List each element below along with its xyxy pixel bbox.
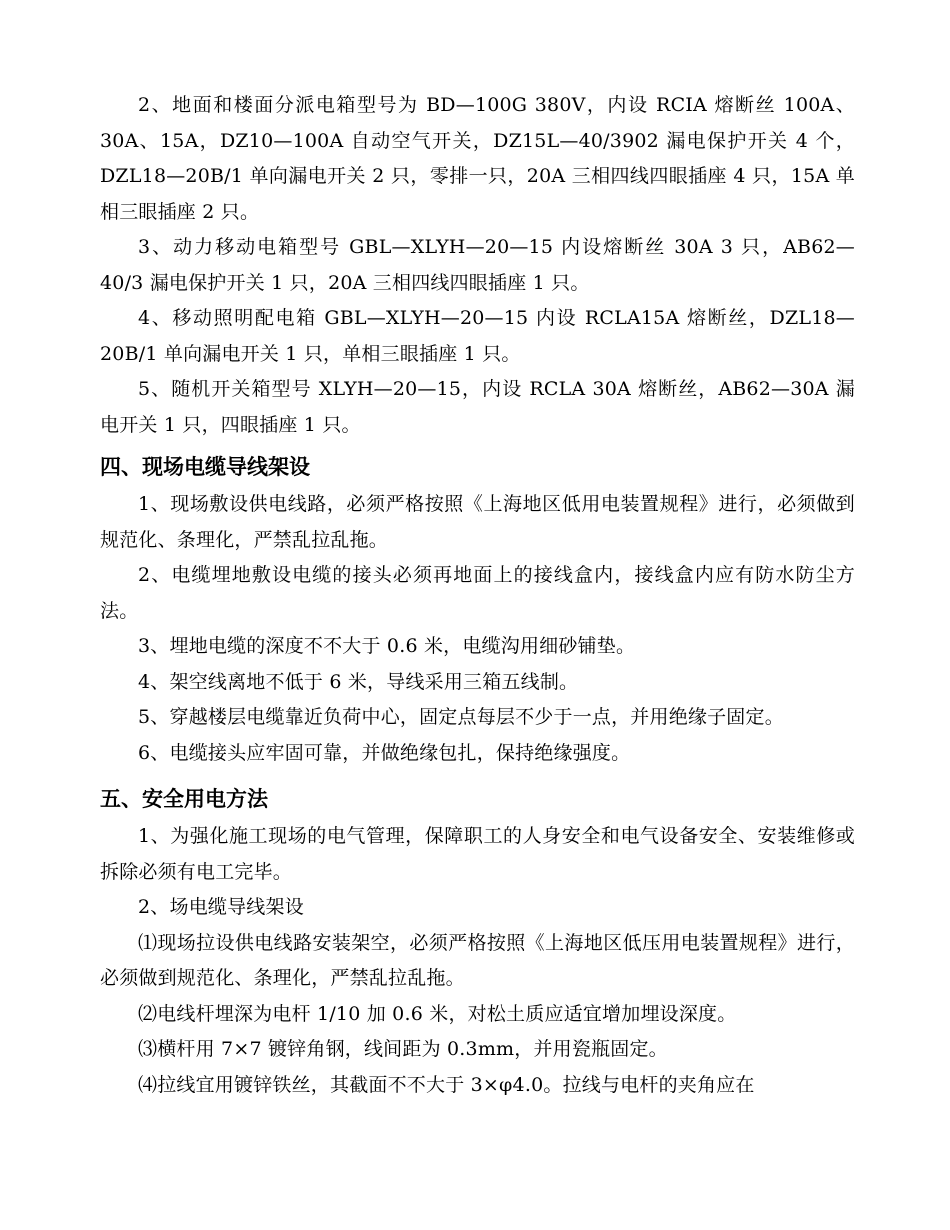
paragraph: ⑶横杆用 7×7 镀锌角钢，线间距为 0.3mm，并用瓷瓶固定。 <box>138 1038 668 1060</box>
paragraph: 2、地面和楼面分派电箱型号为 BD—100G 380V，内设 RCIA 熔断丝 100A、30A、15A，DZ10—100A 自动空气开关，DZ15L—40/3902 漏电保护开关 4 个，DZL18—20B/1 单向漏电开关 2 只，零排一只，20A 三相四线四眼插座 4 只，15A 单相三眼插座 2 只。 <box>100 94 855 223</box>
paragraph: 4、架空线离地不低于 6 米，导线采用三箱五线制。 <box>138 670 579 693</box>
paragraph: 5、穿越楼层电缆靠近负荷中心，固定点每层不少于一点，并用绝缘子固定。 <box>138 706 784 728</box>
paragraph: ⑵电线杆埋深为电杆 1/10 加 0.6 米，对松土质应适宜增加埋设深度。 <box>138 1002 737 1025</box>
paragraph: ⑴现场拉设供电线路安装架空，必须严格按照《上海地区低压用电装置规程》进行，必须做到规范化、条理化，严禁乱拉乱拖。 <box>100 931 855 989</box>
section-heading: 四、现场电缆导线架设 <box>100 455 310 479</box>
paragraph: 6、电缆接头应牢固可靠，并做绝缘包扎，保持绝缘强度。 <box>138 741 631 764</box>
paragraph: 2、电缆埋地敷设电缆的接头必须再地面上的接线盒内，接线盒内应有防水防尘方法。 <box>100 564 855 622</box>
document-page <box>100 88 855 1103</box>
paragraph: 3、埋地电缆的深度不不大于 0.6 米，电缆沟用细砂铺垫。 <box>138 635 636 657</box>
paragraph: 1、现场敷设供电线路，必须严格按照《上海地区低用电装置规程》进行，必须做到规范化、条理化，严禁乱拉乱拖。 <box>100 493 855 551</box>
paragraph: 2、场电缆导线架设 <box>138 896 304 918</box>
section-heading: 五、安全用电方法 <box>100 787 268 811</box>
paragraph: 3、动力移动电箱型号 GBL—XLYH—20—15 内设熔断丝 30A 3 只，AB62—40/3 漏电保护开关 1 只，20A 三相四线四眼插座 1 只。 <box>100 236 855 294</box>
paragraph: ⑷拉线宜用镀锌铁丝，其截面不不大于 3×φ4.0。拉线与电杆的夹角应在 <box>138 1073 755 1096</box>
paragraph: 5、随机开关箱型号 XLYH—20—15，内设 RCLA 30A 熔断丝，AB62—30A 漏电开关 1 只，四眼插座 1 只。 <box>100 378 855 436</box>
paragraph: 4、移动照明配电箱 GBL—XLYH—20—15 内设 RCLA15A 熔断丝，DZL18—20B/1 单向漏电开关 1 只，单相三眼插座 1 只。 <box>100 307 855 365</box>
paragraph: 1、为强化施工现场的电气管理，保障职工的人身安全和电气设备安全、安装维修或拆除必须有电工完毕。 <box>100 825 855 883</box>
